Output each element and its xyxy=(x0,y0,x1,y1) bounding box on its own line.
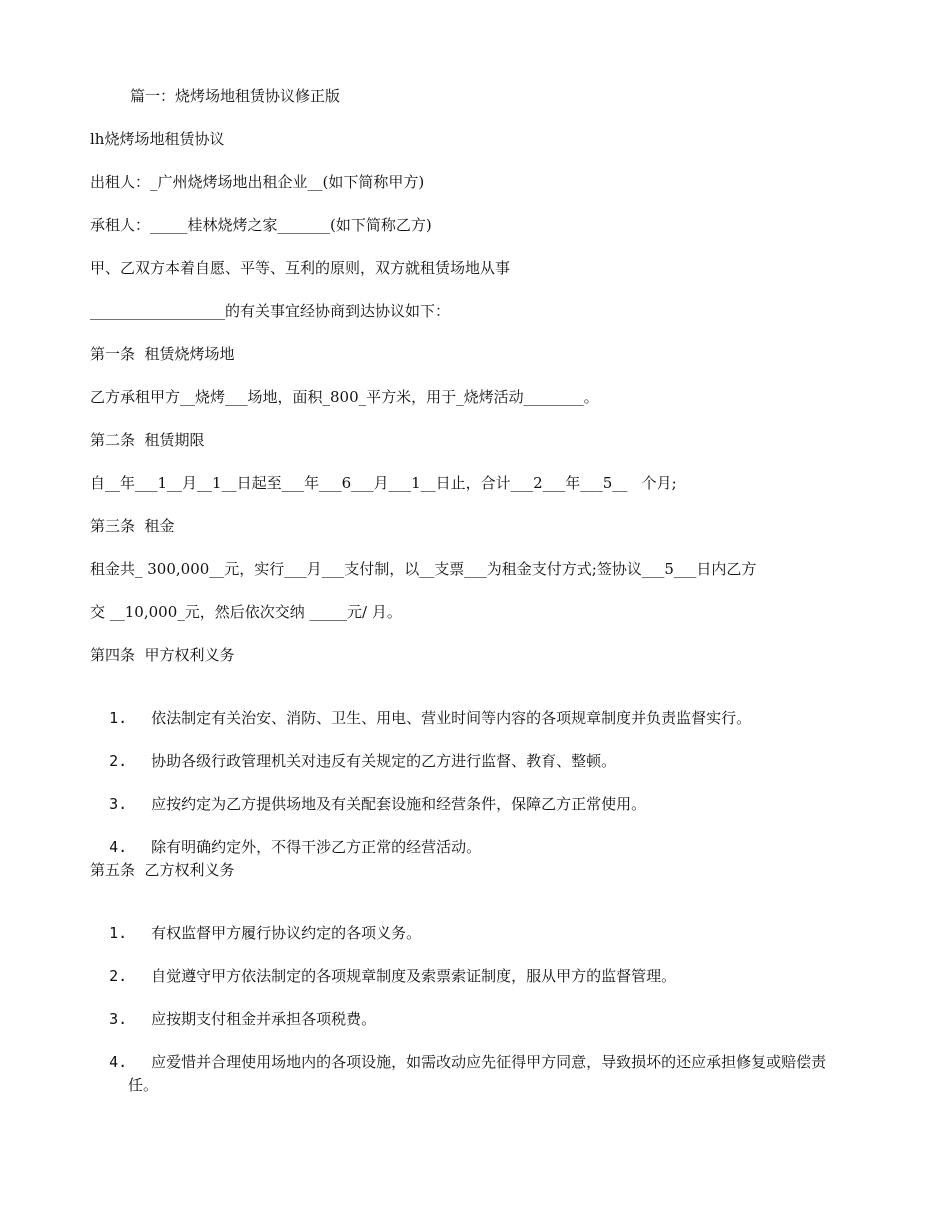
item-text: 除有明确约定外，不得干涉乙方正常的经营活动。 xyxy=(151,838,482,856)
article-2-heading: 第二条 租赁期限 xyxy=(90,431,205,449)
article-3-heading: 第三条 租金 xyxy=(90,517,175,535)
lessee-line: 承租人：_____桂林烧烤之家_______(如下简称乙方) xyxy=(90,216,432,234)
item-text: 应爱惜并合理使用场地内的各项设施，如需改动应先征得甲方同意，导致损坏的还应承担修复或赔偿责 xyxy=(151,1053,827,1071)
article-5-heading: 第五条 乙方权利义务 xyxy=(90,861,235,879)
article-3-text-1: 租金共_ 300,000__元，实行___月___支付制，以__支票___为租金支付方式;签协议___5___日内乙方 xyxy=(90,560,757,578)
article-5-item-continuation: 任。 xyxy=(128,1076,159,1094)
item-number: 3. xyxy=(109,1010,128,1028)
article-4-heading: 第四条 甲方权利义务 xyxy=(90,646,235,664)
article-3-text-2: 交 __10,000_元，然后依次交纳 _____元/ 月。 xyxy=(90,603,402,621)
item-number: 4. xyxy=(109,1053,128,1071)
article-1-heading: 第一条 租赁烧烤场地 xyxy=(90,345,235,363)
item-number: 3. xyxy=(109,795,128,813)
item-text: 有权监督甲方履行协议约定的各项义务。 xyxy=(151,924,422,942)
item-text: 协助各级行政管理机关对违反有关规定的乙方进行监督、教育、整顿。 xyxy=(151,752,617,770)
item-text: 应按期支付租金并承担各项税费。 xyxy=(151,1010,377,1028)
article-2-text: 自__年___1__月__1__日起至___年___6___月___1__日止，合计___2___年___5__ 个月; xyxy=(90,474,677,492)
item-number: 4. xyxy=(109,838,128,856)
document-subtitle: lh烧烤场地租赁协议 xyxy=(90,130,225,148)
item-number: 2. xyxy=(109,967,128,985)
item-text: 依法制定有关治安、消防、卫生、用电、营业时间等内容的各项规章制度并负责监督实行。 xyxy=(151,709,752,727)
item-text: 自觉遵守甲方依法制定的各项规章制度及索票索证制度，服从甲方的监督管理。 xyxy=(151,967,677,985)
article-1-text: 乙方承租甲方__烧烤___场地，面积_800_平方米，用于_烧烤活动________。 xyxy=(90,388,599,406)
lessor-line: 出租人：_广州烧烤场地出租企业__(如下简称甲方) xyxy=(90,173,425,191)
intro-line-1: 甲、乙双方本着自愿、平等、互利的原则，双方就租赁场地从事 xyxy=(90,259,511,277)
document-title: 篇一：烧烤场地租赁协议修正版 xyxy=(130,87,341,105)
item-number: 1. xyxy=(109,924,128,942)
item-number: 2. xyxy=(109,752,128,770)
item-number: 1. xyxy=(109,709,128,727)
item-text: 应按约定为乙方提供场地及有关配套设施和经营条件，保障乙方正常使用。 xyxy=(151,795,647,813)
intro-line-2: __________________的有关事宜经协商到达协议如下： xyxy=(90,302,451,320)
